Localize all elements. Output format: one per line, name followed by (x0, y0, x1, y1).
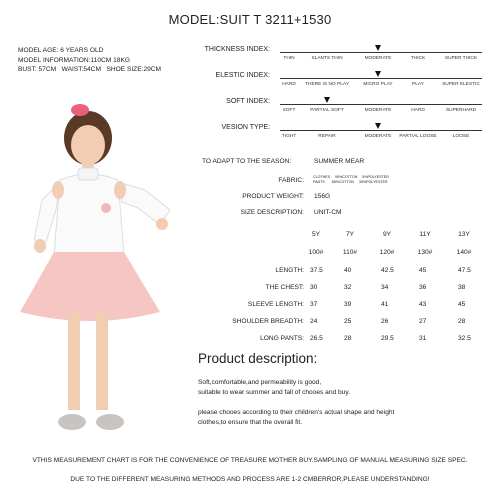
size-row-label: SHOULDER BREADTH: (232, 318, 304, 325)
footer-note-line1: VTHIS MEASUREMENT CHART IS FOR THE CONVENIENCE OF TREASURE MOTHER BUY.SAMPLING OF MANUAL MEASURING SIZE SPEC. (32, 457, 468, 464)
fabric-pants-polyester: 35%POLYESTER (359, 180, 388, 184)
size-cell: 39 (344, 301, 352, 308)
size-cell: 31 (419, 335, 427, 342)
index-option: MODERATE (364, 56, 392, 61)
size-cell: 27 (419, 318, 427, 325)
index-label: VESION TYPE: (221, 124, 270, 131)
size-cell: 41 (381, 301, 389, 308)
index-option: TIGHT (281, 134, 297, 139)
size-cell: 32.5 (458, 335, 471, 342)
hair-bow-icon (71, 104, 89, 116)
index-label: SOFT INDEX: (226, 98, 270, 105)
size-cell: 25 (344, 318, 352, 325)
fabric-clothes-part: CLOTHES (313, 175, 330, 179)
size-description-label: SIZE DESCRIPTION: (240, 209, 304, 216)
model-information: MODEL INFORMATION:110CM 18KG (18, 56, 130, 64)
fabric-composition (313, 175, 389, 185)
index-option: REPAIR (318, 134, 336, 139)
index-option: THIN (283, 56, 295, 61)
size-cell: 26.5 (310, 335, 323, 342)
size-number: 120# (379, 249, 395, 256)
size-cell: 38 (458, 284, 466, 291)
index-option: SLANTS THIN (311, 56, 343, 61)
description-line: suitable to wear summer and fall of chooes and buy. (198, 389, 350, 396)
index-option: LOOSE (452, 134, 470, 139)
size-cell: 42.5 (381, 267, 394, 274)
size-cell: 26 (381, 318, 389, 325)
size-cell: 36 (419, 284, 427, 291)
index-label: THICKNESS INDEX: (204, 46, 270, 53)
index-option: HARD (282, 82, 296, 87)
fabric-pants-line (313, 180, 389, 185)
fabric-pants-cotton: 65%COTTON (331, 180, 355, 184)
size-cell: 28 (344, 335, 352, 342)
size-cell: 45 (458, 301, 466, 308)
size-row-label: LENGTH: (275, 267, 304, 274)
size-cell: 37 (310, 301, 318, 308)
footer-note-line2: DUE TO THE DIFFERENT MEASURING METHODS AND PROCESS ARE 1-2 CMBERROR,PLEASE UNDERSTANDING! (70, 476, 430, 483)
size-cell: 47.5 (458, 267, 471, 274)
fabric-clothes-polyester: 5%POLYESTER (362, 175, 389, 179)
size-cell: 37.5 (310, 267, 323, 274)
index-option: MODERATE (364, 134, 392, 139)
index-scale-line (280, 130, 482, 131)
weight-label: PRODUCT WEIGHT: (242, 193, 304, 200)
description-title: Product description: (198, 351, 318, 366)
index-scale-line (280, 78, 482, 79)
index-option: HARD (411, 108, 425, 113)
index-marker-icon (375, 123, 381, 129)
size-description-value: UNIT-CM (314, 209, 342, 216)
index-option: PARTIAL SOFT (310, 108, 344, 113)
size-age: 5Y (311, 231, 321, 238)
size-cell: 30 (310, 284, 318, 291)
model-shoe-size: SHOE SIZE:29CM (106, 66, 162, 73)
right-shoe-icon (96, 414, 124, 430)
tutu-skirt (20, 252, 160, 321)
index-marker-icon (375, 45, 381, 51)
size-age: 7Y (345, 231, 355, 238)
model-photo (20, 90, 195, 445)
model-age: MODEL AGE: 6 YEARS OLD (18, 47, 104, 54)
size-age: 9Y (382, 231, 392, 238)
size-row-label: SLEEVE LENGTH: (247, 301, 304, 308)
size-number: 100# (308, 249, 324, 256)
fabric-label: FABRIC: (278, 177, 304, 184)
index-option: SOFT (282, 108, 296, 113)
size-row-label: LONG PANTS: (260, 335, 304, 342)
description-line: clothes,to ensure that the overall fit. (198, 419, 303, 426)
page-title: MODEL:SUIT T 3211+1530 (168, 12, 332, 27)
girl-illustration (20, 90, 195, 445)
model-bust: BUST: 57CM (18, 66, 57, 73)
face-shape (71, 125, 105, 165)
season-label: TO ADAPT TO THE SEASON: (202, 158, 292, 165)
index-label: ELESTIC INDEX: (215, 72, 270, 79)
index-option: SUPER ELESTIC (442, 82, 480, 87)
index-scale-line (280, 104, 482, 105)
size-number: 110# (342, 249, 358, 256)
index-option: MICRO PLAY (363, 82, 393, 87)
fabric-clothes-cotton: 95%COTTON (334, 175, 358, 179)
size-number: 140# (456, 249, 472, 256)
size-cell: 45 (419, 267, 427, 274)
index-marker-icon (375, 71, 381, 77)
index-option: PLAY (412, 82, 424, 87)
weight-value: 156G (314, 193, 331, 200)
size-cell: 32 (344, 284, 352, 291)
index-option: MODERATE (364, 108, 392, 113)
model-measurements (18, 65, 161, 75)
size-cell: 28 (458, 318, 466, 325)
index-scale-line (280, 52, 482, 53)
index-option: SUPERHARD (445, 108, 477, 113)
index-option: PARTIAL LOOSE (399, 134, 437, 139)
model-info (18, 46, 161, 75)
size-cell: 40 (344, 267, 352, 274)
size-cell: 24 (310, 318, 318, 325)
size-age: 13Y (458, 231, 470, 238)
index-marker-icon (324, 97, 330, 103)
size-cell: 34 (381, 284, 389, 291)
size-row-label: THE CHEST: (265, 284, 304, 291)
index-option: THICK (410, 56, 426, 61)
size-cell: 43 (419, 301, 427, 308)
size-number: 130# (417, 249, 433, 256)
index-option: THERE IS NO PLAY (305, 82, 349, 87)
description-body (198, 378, 394, 428)
season-value: SUMMER MEAR (314, 158, 365, 165)
left-shoe-icon (58, 414, 86, 430)
description-line: Soft,comfortable,and permeability is good, (198, 379, 322, 386)
model-waist: WAIST:54CM (61, 66, 101, 73)
size-cell: 29.5 (381, 335, 394, 342)
index-option: SUPER THICK (444, 56, 478, 61)
size-age: 11Y (419, 231, 431, 238)
description-line: please chooes according to their children’s actual shape and height (198, 409, 395, 416)
fabric-pants-part: PANTS (313, 180, 325, 184)
